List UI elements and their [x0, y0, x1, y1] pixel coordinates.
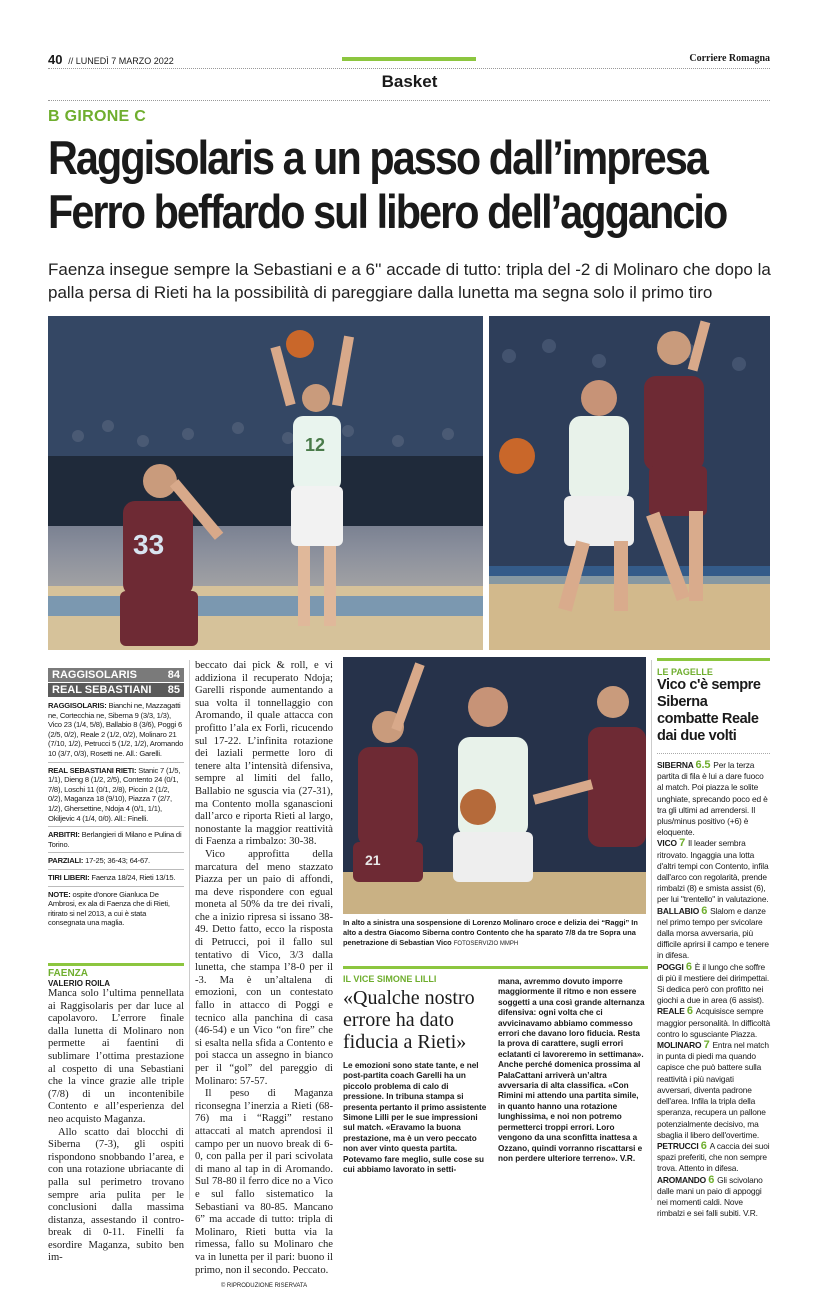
score-row-home: [48, 668, 184, 682]
ratings-title: Vico c'è sempre Siberna combatte Reale dai due volti: [657, 677, 761, 744]
dateline-city: FAENZA: [48, 968, 88, 979]
header-accent: [342, 57, 476, 61]
photo-caption: In alto a sinistra una sospensione di Lorenzo Molinaro croce e delizia dei “Raggi” In alto a destra Giacomo Siberna contro Contento che ha sparato 7/8 da tre Sopra una penetrazione di Sebastian Vico FOTOSERVIZIO MMPH: [343, 918, 638, 947]
article-column-1: Manca solo l’ultima pennellata ai Raggisolaris per dar luce al capolavoro. L’errore finale dalla lunetta di Molinaro non permette ai faentini di sublimare l’ottima prestazione al cospetto di una Sebastiani che la vince grazie alle triple (7/8) di un incontenibile Contento e all’esperienza del neo acquisto Maganza. Allo scatto dai blocchi di Siberna (7-3), gli ospiti rispondono snobbando l’area, e con una rotazione ubriacante di palla sul perimetro trovano sempre aria pulita per le conclusioni dalla massima distanza, assestando il contro-break di 0-11. Finelli fa esordire Maganza, subito ben im-: [48, 988, 184, 1264]
notes: NOTE: ospite d'onore Gianluca De Ambrosi, ex ala di Faenza che di Rieti, ritirato si nel 2013, a cui è stata consegnata una maglia.: [48, 889, 170, 928]
interview-text-a: Le emozioni sono state tante, e nel post-partita coach Garelli ha un piccolo problema di calo di pressione. In tribuna stampa si presenta pertanto il primo assistente Simone Lilli per le sue impressioni sul match. «Eravamo la buona prestazione, ma è un vero peccato non aver vinto questa partita. Potevamo fare meglio, sulle cose su cui abbiamo lavorato in setti-: [343, 1061, 487, 1175]
photo-siberna: [489, 316, 770, 650]
copyright: © RIPRODUZIONE RISERVATA: [220, 1283, 308, 1290]
date: // LUNEDÌ 7 MARZO 2022: [68, 56, 174, 66]
rating-player: SIBERNA: [657, 760, 696, 770]
rating-item: [657, 906, 770, 962]
column-rule: [189, 660, 190, 1200]
rating-vote: 7: [679, 837, 688, 850]
rating-item: [657, 1040, 770, 1141]
rating-item: [657, 962, 770, 1007]
rating-player: REALE: [657, 1006, 687, 1017]
ratings-box: [657, 658, 770, 1219]
interview-title: «Qualche nostro errore ha dato fiducia a Rieti»: [343, 987, 475, 1053]
photo-credit: FOTOSERVIZIO MMPH: [453, 941, 519, 947]
column-rule-2: [651, 660, 652, 1200]
jersey-number-1: 12: [305, 435, 326, 455]
rating-vote: 7: [703, 1039, 713, 1052]
rating-vote: 6: [701, 904, 711, 917]
interview-box: [343, 966, 648, 1175]
rating-text: A caccia dei suoi spazi preferiti, che non sempre trova. Attento in difesa.: [657, 1140, 770, 1174]
rating-player: PETRUCCI: [657, 1140, 701, 1151]
rating-vote: 6: [686, 1005, 696, 1018]
photo-molinaro: [48, 316, 483, 650]
rating-text: Il leader sembra ritrovato. Ingaggia una lotta d'altri tempi con Contento, infila dall'arco con regolarità, prende rimbalzi (8) e smista assist (6), per lui "trentello" in valutazione.: [657, 838, 769, 905]
section-rule: [48, 100, 770, 101]
score-row-away: [48, 683, 184, 697]
score-home: 84: [167, 669, 180, 681]
rating-vote: 6: [685, 960, 695, 973]
rating-item: [657, 1141, 770, 1175]
author-name: VALERIO ROILA: [48, 979, 111, 988]
rating-text: Acquisisce sempre maggior personalità. In difficoltà contro lo sgusciante Piazza.: [657, 1006, 770, 1039]
team-home: RAGGISOLARIS: [52, 669, 137, 681]
rating-text: Entra nel match in punta di piedi ma quando capisce che può battere sulla reattività i più navigati avversari, diventa padrone dell'area. Infila la tripla della speranza, recupera un pallone potenzialmente decisivo, ma sbaglia il libero dell'overtime.: [657, 1040, 769, 1140]
score-away: 85: [167, 684, 180, 696]
rating-item: [657, 1006, 770, 1040]
headline-line-2: Ferro beffardo sul libero dell’aggancio: [48, 185, 727, 238]
rating-item: [657, 1175, 770, 1220]
rating-text: Slalom e danze nel primo tempo per svicolare dalla morsa avversaria, più difficile aprirsi il campo e tenere in difesa.: [657, 905, 769, 961]
ratings-list: [657, 760, 770, 1219]
rating-item: [657, 760, 770, 838]
photo-vico: [343, 657, 646, 914]
rating-text: Gli scivolano dalle mani un paio di appoggi nei momenti caldi. Nove rimbalzi e sei falli subiti. V.R.: [657, 1174, 763, 1219]
jersey-number-2: 33: [133, 529, 165, 560]
boxscore-away: REAL SEBASTIANI RIETI: Stanic 7 (1/5, 1/1), Dieng 8 (1/2, 2/5), Contento 24 (0/1, 7/8), Loschi 11 (0/1, 2/8), Piccin 2 (1/2, 0/2), Maganza 18 (9/10), Piazza 7 (2/7, 1/2), Ghersettine, Ndoja 4 (0/1, 1/1), Okiljevic 4 (1/4, 0/0). All.: Finelli.: [48, 763, 184, 828]
page-number: 40: [48, 52, 63, 67]
rating-player: AROMANDO: [657, 1174, 709, 1185]
rating-text: Per la terza partita di fila è lui a dare fuoco al match. Poi piazza le solite unghiate, sprecando poco ed è tra gli ultimi ad arrendersi. Il plus/minus positivo (+6) è eloquente.: [657, 760, 768, 838]
rating-player: BALLABIO: [657, 905, 702, 916]
rating-player: MOLINARO: [657, 1040, 704, 1051]
rating-player: POGGI: [657, 961, 686, 972]
scoreboard: [48, 668, 184, 931]
rating-player: VICO: [657, 838, 680, 849]
rating-vote: 6: [700, 1139, 710, 1152]
team-away: REAL SEBASTIANI: [52, 684, 152, 696]
partials: PARZIALI: 17-25; 36-43; 64-67.: [48, 853, 184, 870]
rating-vote: 6.5: [695, 759, 714, 771]
headline-line-1: Raggisolaris a un passo dall’impresa: [48, 131, 707, 184]
header-rule: [48, 68, 770, 69]
newspaper-name: Corriere Romagna: [689, 53, 770, 64]
jersey-number-3: 21: [365, 852, 381, 868]
free-throws: TIRI LIBERI: Faenza 18/24, Rieti 13/15.: [48, 870, 184, 887]
rating-text: È il lungo che soffre di più il mestiere dei dirimpettai. Si dedica però con profitto nei giochi a due in area (6 assist).: [657, 961, 770, 1006]
interview-text-b: mana, avremmo dovuto imporre maggiormente il ritmo e non essere soggetti a una così grande alternanza difensiva: ogni volta che ci avvicinavamo abbiamo commesso errori che davano loro fiducia. Resta la prova di carattere, sugli errori eclatanti ci lavoreremo in settimana». Anche perché domenica prossima al PalaCattani arriverà un’altra avversaria di alta classifica. «Con Rimini mi attendo una partita simile, in quanto hanno una rotazione lunghissima, e noi non potremo permetterci troppi errori. Loro vengono da una sconfitta inattesa a Ozzano, quindi vorranno riscattarsi e non perdere ulteriore terreno». V.R.: [498, 977, 645, 1163]
section-title: Basket: [381, 72, 438, 91]
article-column-2: beccato dai pick & roll, e vi addiziona il recuperato Ndoja; Garelli risponde aumentando a sua volta il tonnellaggio con Aromando, il quale attacca con profitto l’ala ex Forlì, ricucendo sul 17-22. L’infinita rotazione dei laziali permette loro di tenere alta l’intensità difensiva, sempre al limiti del fallo, Ballabio ne sguscia via (27-31), ma Contento molla sganascioni dall’arco e riporta Rieti al largo, nonostante la maggior reattività di Faenza a rimbalzo: 30-38. Vico approfitta della marcatura del meno stazzato Piazza per un paio di affondi, ma deve rispondere con egual moneta al 50% da tre dei rivali, che a inizio ripresa si issano 38-49. Detto fatto, ecco la risposta di Petrucci, poi il fallo sul tentativo di Vico, 3/3 dalla lunetta, che stampa l’8-0 per il -3. Ma è un’altalena di emozioni, con un contestato fallo in attacco di Poggi e tecnico alla panchina di casa (46-54) e un Vico “on fire” che si esalta nella sfida a Contento e poi stacca un assegno in bianco per il “gol” del pareggio di Molinaro: 57-57. Il peso di Maganza riconsegna l’inerzia a Rieti (68-76) ma i “Raggi” restano attaccati al match aprendosi il campo per un nuovo break di 6-0, con palla per il pari scivolata di mano al tap in di Aromando. Sul 78-80 il ferro dice no a Vico e sul fallo sistematico la Sebastiani va 80-85. Mancano 6” ma accade di tutto: tripla di Molinaro, Rieti butta via la rimessa, fallo su Molinaro che va in lunetta per il pari: buono il primo, non il secondo. Peccato. © RIPRODUZIONE RISERVATA: [195, 660, 333, 1293]
rating-vote: 6: [708, 1173, 718, 1186]
byline: [48, 963, 184, 1265]
boxscore-home: RAGGISOLARIS: Bianchi ne, Mazzagatti ne, Cortecchia ne, Siberna 9 (3/3, 1/3), Vico 23 (1/4, 5/8), Ballabio 8 (3/6), Poggi 6 (2/5, 0/2), Reale 2 (1/2, 0/2), Molinaro 21 (7/10, 1/2), Petrucci 5 (1/2, 1/2), Aromando 10 (3/7, 0/3), Rosetti ne. All.: Garelli.: [48, 698, 184, 763]
rating-item: [657, 838, 770, 905]
referees: ARBITRI: Berlangieri di Milano e Pulina di Torino.: [48, 827, 184, 853]
ratings-kicker: LE PAGELLE: [657, 667, 713, 677]
deck: Faenza insegue sempre la Sebastiani e a 6'' accade di tutto: tripla del -2 di Molinaro che dopo la palla persa di Rieti ha la possibilità di pareggiare dalla lunetta ma segna solo il primo tiro: [48, 260, 771, 302]
kicker: B GIRONE C: [48, 108, 147, 125]
interview-kicker: IL VICE SIMONE LILLI: [343, 974, 437, 984]
